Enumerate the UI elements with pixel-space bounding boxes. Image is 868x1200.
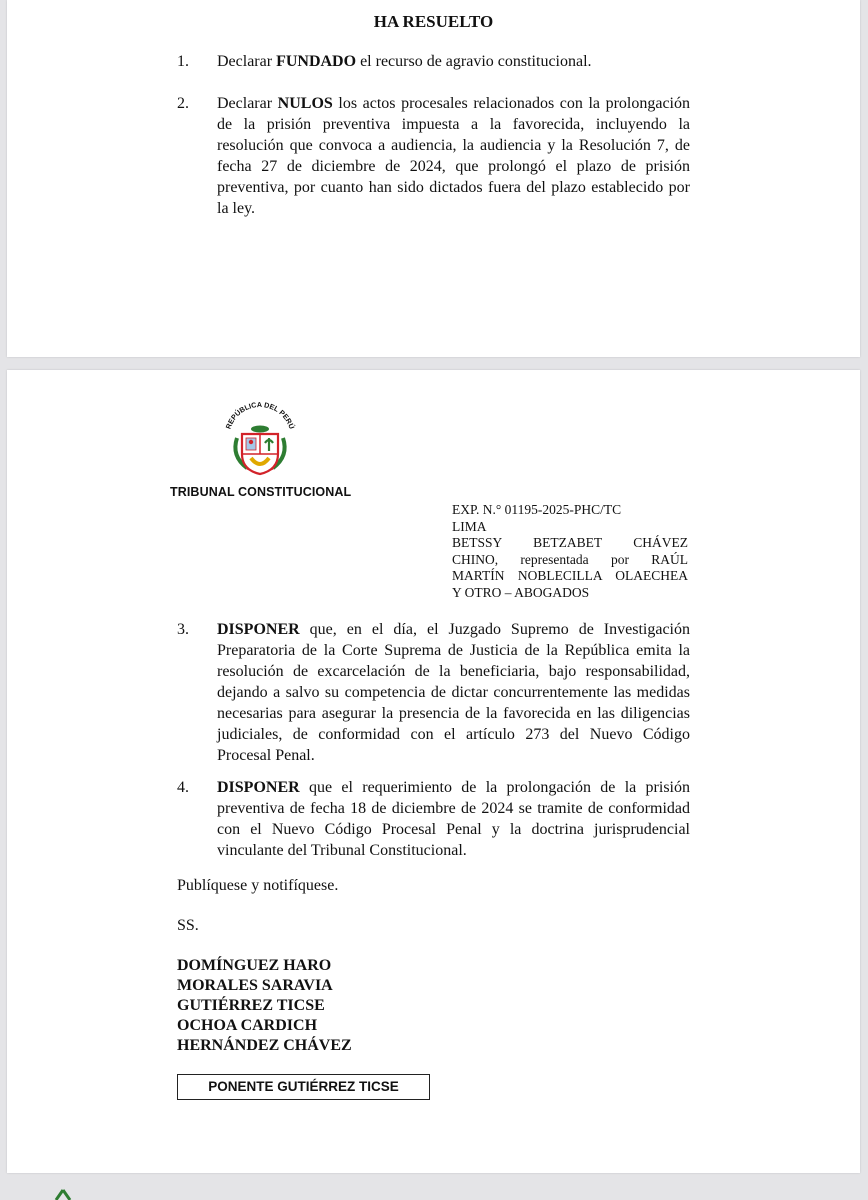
- item-text: DISPONER que el requerimiento de la prolongación de la prisión preventiva de fecha 18 de diciembre de 2024 se tramite de conformidad con el Nuevo Código Procesal Penal y la doctrina jurisprudencial vinculante del Tribunal Constitucional.: [217, 779, 690, 859]
- closing-text: Publíquese y notifíquese.: [177, 877, 339, 894]
- magistrate-name: MORALES SARAVIA: [177, 977, 333, 994]
- item-text: Declarar NULOS los actos procesales relacionados con la prolongación de la prisión preventiva impuesta a la favorecida, incluyendo la resolución que convoca a audiencia, la audiencia y la Resolución 7, de fecha 27 de diciembre de 2024, que prolongó el plazo de prisión preventiva, por cuanto han sido dictados fuera del plazo establecido por la ley.: [217, 95, 690, 217]
- case-party-line: CHINO, representada por RAÚL: [452, 551, 688, 567]
- magistrate-name: DOMÍNGUEZ HARO: [177, 957, 332, 974]
- item-text: DISPONER que, en el día, el Juzgado Supremo de Investigación Preparatoria de la Corte Suprema de Justicia de la República emita la resolución de excarcelación de la beneficiaria, bajo responsabilidad, dejando a salvo su competencia de dictar concurrentemente las medidas necesarias para asegurar la presencia de la favorecida en las diligencias judiciales, de conformidad con el artículo 273 del Nuevo Código Procesal Penal.: [217, 621, 690, 764]
- magistrate-name: GUTIÉRREZ TICSE: [177, 997, 325, 1014]
- ponente-box: PONENTE GUTIÉRREZ TICSE: [177, 1074, 430, 1100]
- magistrate-name: HERNÁNDEZ CHÁVEZ: [177, 1037, 352, 1054]
- document-page-1: [7, 0, 860, 357]
- institution-name: TRIBUNAL CONSTITUCIONAL: [170, 485, 352, 499]
- item-number: 4.: [177, 779, 189, 796]
- svg-text:REPÚBLICA DEL PERÚ: REPÚBLICA DEL PERÚ: [223, 399, 297, 431]
- item-text: Declarar FUNDADO el recurso de agravio constitucional.: [217, 53, 592, 70]
- magistrates-list: [177, 956, 352, 1056]
- case-party-line: Y OTRO – ABOGADOS: [452, 584, 590, 600]
- item-number: 3.: [177, 621, 189, 638]
- document-page-2: [7, 370, 860, 1173]
- resolution-heading: HA RESUELTO: [373, 12, 494, 31]
- case-header: [452, 502, 688, 601]
- green-emblem-fragment-icon: [52, 1188, 74, 1200]
- case-party-line: BETSSY BETZABET CHÁVEZ: [452, 535, 688, 550]
- peru-coat-of-arms-icon: [217, 398, 303, 478]
- case-city: LIMA: [452, 518, 487, 534]
- case-party-line: MARTÍN NOBLECILLA OLAECHEA: [452, 568, 688, 583]
- case-number: EXP. N.° 01195-2025-PHC/TC: [452, 502, 622, 517]
- ss-label: SS.: [177, 917, 199, 934]
- magistrate-name: OCHOA CARDICH: [177, 1017, 318, 1034]
- item-number: 2.: [177, 95, 189, 112]
- item-number: 1.: [177, 53, 189, 70]
